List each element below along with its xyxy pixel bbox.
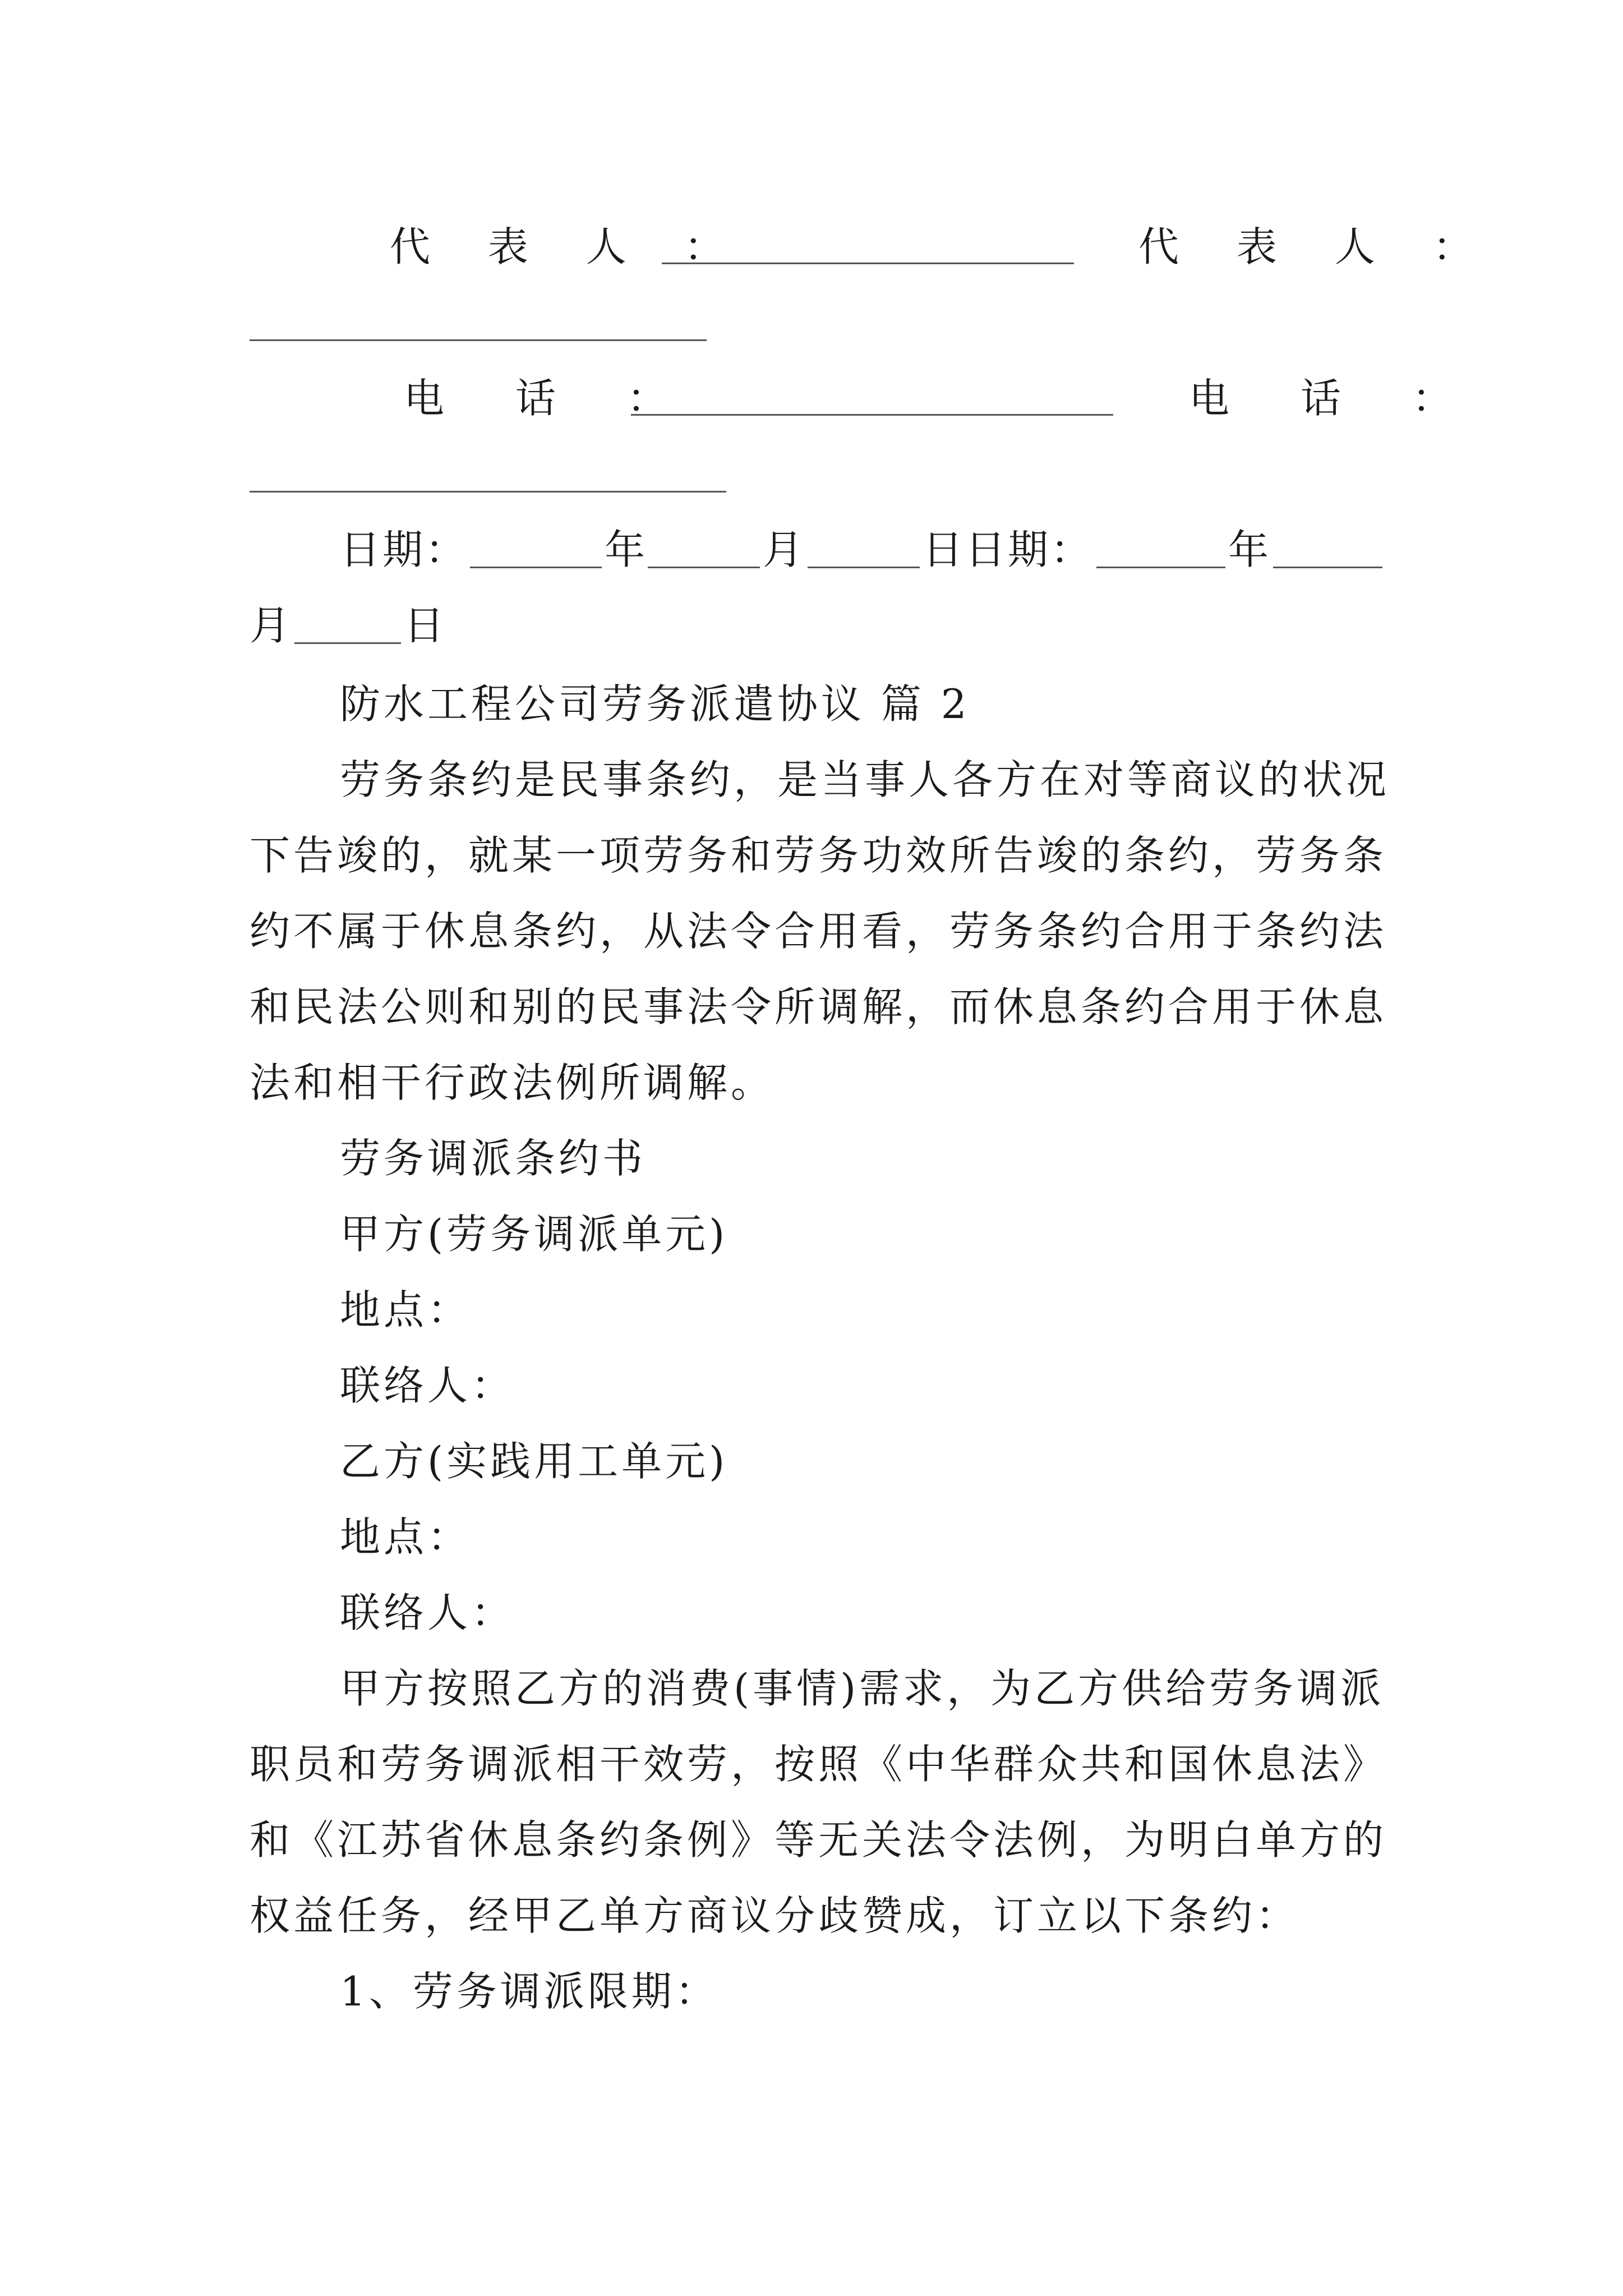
party-a-address: 地点： (340, 1286, 472, 1333)
date-year-blank-b (1096, 567, 1225, 568)
preamble-line-1: 甲方按照乙方的消费(事情)需求，为乙方供给劳务调派 (340, 1665, 1385, 1712)
party-b: 乙方(实践用工单元) (340, 1438, 728, 1485)
preamble-line-2: 职员和劳务调派相干效劳，按照《中华群众共和国休息法》 (250, 1741, 1387, 1788)
clause-1: 1、劳务调派限期： (340, 1968, 719, 2015)
party-b-address: 地点： (340, 1513, 472, 1561)
date-day-blank-a (808, 567, 920, 568)
intro-line-4: 和民法公则和别的民事法令所调解，而休息条约合用于休息 (250, 983, 1387, 1030)
rep-blank-a (662, 263, 1074, 264)
date-month-blank-b (1273, 567, 1382, 568)
phone-label-b: 电 话 ： (1189, 375, 1482, 422)
intro-line-3: 约不属于休息条约，从法令合用看，劳务条约合用于条约法 (250, 908, 1387, 955)
date-year-a: 年 (605, 526, 645, 573)
date-month-b: 月 (250, 602, 291, 649)
section-heading: 防水工程公司劳务派遣协议 篇 2 (340, 680, 970, 728)
date-month-blank-a (648, 567, 760, 568)
party-a-contact: 联络人： (340, 1362, 515, 1409)
intro-line-2: 下告竣的，就某一项劳务和劳务功效所告竣的条约，劳务条 (250, 832, 1387, 879)
date-label-a: 日期： (340, 526, 468, 573)
preamble-line-3: 和《江苏省休息条约条例》等无关法令法例，为明白单方的 (250, 1816, 1387, 1864)
intro-line-1: 劳务条约是民事条约，是当事人各方在对等商议的状况 (340, 756, 1390, 803)
rep-blank-b (250, 339, 707, 341)
phone-label-a: 电 话 ： (404, 375, 697, 422)
preamble-line-4: 权益任务，经甲乙单方商议分歧赞成，订立以下条约： (250, 1892, 1300, 1939)
phone-blank-a (631, 414, 1113, 416)
phone-blank-b (250, 491, 726, 493)
contract-title: 劳务调派条约书 (340, 1135, 647, 1182)
rep-label-a: 代 表 人 ： (390, 223, 747, 270)
date-day-b: 日 (404, 602, 445, 649)
date-day-blank-b (294, 642, 401, 644)
intro-line-5: 法和相干行政法例所调解。 (250, 1059, 775, 1106)
rep-label-b: 代 表 人 ： (1138, 223, 1496, 270)
party-a: 甲方(劳务调派单元) (340, 1211, 728, 1258)
date-month-a: 月 (763, 526, 804, 573)
date-label-b: 日日期： (923, 526, 1094, 573)
party-b-contact: 联络人： (340, 1589, 515, 1636)
date-year-b: 年 (1228, 526, 1269, 573)
date-year-blank-a (470, 567, 602, 568)
